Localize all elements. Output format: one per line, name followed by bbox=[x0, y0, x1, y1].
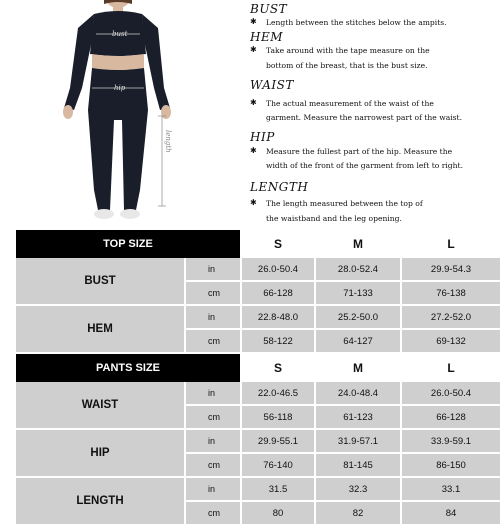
hip-cm-m: 81-145 bbox=[316, 454, 400, 476]
note-line: Measure the fullest part of the hip. Measure the bbox=[266, 147, 453, 156]
waist-in-s: 22.0-46.5 bbox=[242, 382, 314, 404]
unit-cm: cm bbox=[186, 406, 240, 428]
model-photo bbox=[0, 0, 232, 226]
length-in-m: 32.3 bbox=[316, 478, 400, 500]
note-title-hip: HIP bbox=[250, 130, 275, 144]
bullet-icon: ✱ bbox=[250, 198, 257, 207]
row-label-hip: HIP bbox=[16, 430, 184, 476]
unit-in: in bbox=[186, 478, 240, 500]
unit-cm: cm bbox=[186, 454, 240, 476]
measurement-notes bbox=[250, 0, 500, 226]
waist-cm-s: 56-118 bbox=[242, 406, 314, 428]
hip-in-s: 29.9-55.1 bbox=[242, 430, 314, 452]
table-row-waist bbox=[16, 382, 500, 428]
hip-cm-s: 76-140 bbox=[242, 454, 314, 476]
bullet-icon: ✱ bbox=[250, 17, 257, 26]
size-header-s: S bbox=[242, 230, 314, 258]
row-label-waist: WAIST bbox=[16, 382, 184, 428]
table-row-hip bbox=[16, 430, 500, 476]
length-in-s: 31.5 bbox=[242, 478, 314, 500]
size-header-s: S bbox=[242, 354, 314, 382]
waist-in-m: 24.0-48.4 bbox=[316, 382, 400, 404]
bullet-icon: ✱ bbox=[250, 45, 257, 54]
note-line: garment. Measure the narrowest part of the waist. bbox=[266, 113, 463, 122]
table-row-bust bbox=[16, 258, 500, 304]
bust-cm-l: 76-138 bbox=[402, 282, 500, 304]
note-line: bottom of the breast, that is the bust size. bbox=[266, 61, 428, 70]
row-label-length: LENGTH bbox=[16, 478, 184, 524]
bust-cm-s: 66-128 bbox=[242, 282, 314, 304]
unit-in: in bbox=[186, 382, 240, 404]
note-title-length: LENGTH bbox=[250, 180, 309, 194]
pants-size-header-row bbox=[16, 354, 500, 382]
bust-cm-m: 71-133 bbox=[316, 282, 400, 304]
waist-cm-m: 61-123 bbox=[316, 406, 400, 428]
note-title-hem: HEM bbox=[250, 30, 284, 44]
bust-in-s: 26.0-50.4 bbox=[242, 258, 314, 280]
note-line: Length between the stitches below the ampits. bbox=[266, 18, 447, 27]
unit-in: in bbox=[186, 306, 240, 328]
pants-size-header: PANTS SIZE bbox=[16, 354, 240, 382]
hip-in-m: 31.9-57.1 bbox=[316, 430, 400, 452]
hem-in-m: 25.2-50.0 bbox=[316, 306, 400, 328]
hem-cm-l: 69-132 bbox=[402, 330, 500, 352]
bullet-icon: ✱ bbox=[250, 146, 257, 155]
hem-in-s: 22.8-48.0 bbox=[242, 306, 314, 328]
note-line: Take around with the tape measure on the bbox=[266, 46, 430, 55]
unit-in: in bbox=[186, 430, 240, 452]
hip-in-l: 33.9-59.1 bbox=[402, 430, 500, 452]
top-size-header: TOP SIZE bbox=[16, 230, 240, 258]
length-cm-m: 82 bbox=[316, 502, 400, 524]
waist-in-l: 26.0-50.4 bbox=[402, 382, 500, 404]
table-row-length bbox=[16, 478, 500, 524]
note-title-waist: WAIST bbox=[250, 78, 294, 92]
table-row-hem bbox=[16, 306, 500, 352]
waist-cm-l: 66-128 bbox=[402, 406, 500, 428]
hem-in-l: 27.2-52.0 bbox=[402, 306, 500, 328]
size-header-m: M bbox=[316, 354, 400, 382]
unit-in: in bbox=[186, 258, 240, 280]
top-size-header-row bbox=[16, 230, 500, 258]
length-in-l: 33.1 bbox=[402, 478, 500, 500]
unit-cm: cm bbox=[186, 282, 240, 304]
bust-in-l: 29.9-54.3 bbox=[402, 258, 500, 280]
bust-tag: bust bbox=[112, 30, 128, 38]
length-cm-s: 80 bbox=[242, 502, 314, 524]
size-header-l: L bbox=[402, 230, 500, 258]
bust-in-m: 28.0-52.4 bbox=[316, 258, 400, 280]
length-cm-l: 84 bbox=[402, 502, 500, 524]
note-line: width of the front of the garment from left to right. bbox=[266, 161, 464, 170]
note-line: the waistband and the leg opening. bbox=[266, 214, 402, 223]
note-title-bust: BUST bbox=[250, 2, 288, 16]
length-tag: length bbox=[164, 130, 172, 153]
note-line: The actual measurement of the waist of the bbox=[266, 99, 434, 108]
row-label-hem: HEM bbox=[16, 306, 184, 352]
unit-cm: cm bbox=[186, 330, 240, 352]
hem-cm-m: 64-127 bbox=[316, 330, 400, 352]
bullet-icon: ✱ bbox=[250, 98, 257, 107]
size-header-m: M bbox=[316, 230, 400, 258]
hip-cm-l: 86-150 bbox=[402, 454, 500, 476]
unit-cm: cm bbox=[186, 502, 240, 524]
size-chart-table bbox=[16, 226, 500, 519]
hem-cm-s: 58-122 bbox=[242, 330, 314, 352]
note-line: The length measured between the top of bbox=[266, 199, 423, 208]
size-header-l: L bbox=[402, 354, 500, 382]
hip-tag: hip bbox=[114, 84, 126, 92]
row-label-bust: BUST bbox=[16, 258, 184, 304]
